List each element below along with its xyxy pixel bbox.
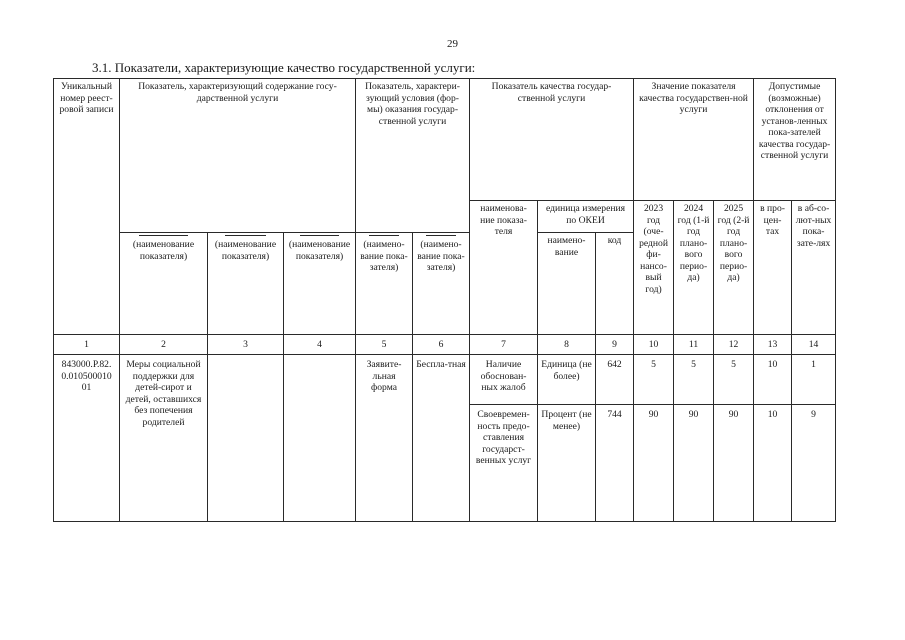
value-2024: 5 — [674, 355, 714, 405]
table-row — [54, 355, 836, 405]
column-number: 9 — [596, 335, 634, 355]
header-registry-number: Уникальный номер реест-ровой записи — [54, 79, 120, 335]
okei-unit-name: Единица (не более) — [538, 355, 596, 405]
header-year-2023: 2023 год (оче-редной фи-нансо-вый год) — [634, 201, 674, 335]
registry-number: 843000.Р.82. 0.010500010 01 — [54, 355, 120, 522]
header-quality-indicator: Показатель качества государ-ственной услуги — [470, 79, 634, 201]
header-okei-name: наимено-вание — [538, 233, 596, 335]
header-content-sub-1: (наименование показателя) — [120, 233, 208, 335]
column-number: 4 — [284, 335, 356, 355]
column-number: 8 — [538, 335, 596, 355]
value-2023: 5 — [634, 355, 674, 405]
value-2024: 90 — [674, 405, 714, 522]
deviation-percent: 10 — [754, 355, 792, 405]
value-2023: 90 — [634, 405, 674, 522]
page-number: 29 — [447, 38, 458, 50]
header-conditions-sub-1: (наимено-вание пока-зателя) — [356, 233, 413, 335]
section-title: 3.1. Показатели, характеризующие качество государственной услуги: — [92, 60, 476, 75]
column-number: 12 — [714, 335, 754, 355]
content-indicator-2 — [208, 355, 284, 522]
column-number: 1 — [54, 335, 120, 355]
okei-code: 744 — [596, 405, 634, 522]
column-number: 2 — [120, 335, 208, 355]
header-content-indicator: Показатель, характеризующий содержание госу-дарственной услуги — [120, 79, 356, 233]
header-quality-name: наименова-ние показа-теля — [470, 201, 538, 335]
deviation-absolute: 9 — [792, 405, 836, 522]
content-indicator-1: Меры социальной поддержки для детей-сирот и детей, оставшихся без попечения родителей — [120, 355, 208, 522]
column-number: 7 — [470, 335, 538, 355]
column-number: 14 — [792, 335, 836, 355]
header-year-2024: 2024 год (1-й год плано-вого перио-да) — [674, 201, 714, 335]
header-content-sub-2: (наименование показателя) — [208, 233, 284, 335]
column-numbers-row — [54, 335, 836, 355]
column-number: 10 — [634, 335, 674, 355]
quality-indicator-name: Наличие обоснован-ных жалоб — [470, 355, 538, 405]
column-number: 11 — [674, 335, 714, 355]
value-2025: 5 — [714, 355, 754, 405]
header-okei-code: код — [596, 233, 634, 335]
header-conditions-indicator: Показатель, характери-зующий условия (фор-мы) оказания государ-ственной услуги — [356, 79, 470, 233]
quality-indicator-name: Своевремен-ность предо-ставления государст-венных услуг — [470, 405, 538, 522]
deviation-absolute: 1 — [792, 355, 836, 405]
header-deviation-absolute: в аб-со-лют-ных пока-зате-лях — [792, 201, 836, 335]
header-conditions-sub-2: (наимено-вание пока-зателя) — [413, 233, 470, 335]
column-number: 3 — [208, 335, 284, 355]
condition-indicator-1: Заявите-льная форма — [356, 355, 413, 522]
column-number: 13 — [754, 335, 792, 355]
header-content-sub-3: (наименование показателя) — [284, 233, 356, 335]
condition-indicator-2: Беспла-тная — [413, 355, 470, 522]
column-number: 6 — [413, 335, 470, 355]
header-allowed-deviation: Допустимые (возможные) отклонения от установ-ленных пока-зателей качества государ-ственной услуги — [754, 79, 836, 201]
column-number: 5 — [356, 335, 413, 355]
header-deviation-percent: в про-цен-тах — [754, 201, 792, 335]
okei-unit-name: Процент (не менее) — [538, 405, 596, 522]
deviation-percent: 10 — [754, 405, 792, 522]
okei-code: 642 — [596, 355, 634, 405]
quality-indicators-table — [53, 78, 836, 522]
content-indicator-3 — [284, 355, 356, 522]
header-indicator-value: Значение показателя качества государствен-ной услуги — [634, 79, 754, 201]
header-okei-unit: единица измерения по ОКЕИ — [538, 201, 634, 233]
header-year-2025: 2025 год (2-й год плано-вого перио-да) — [714, 201, 754, 335]
value-2025: 90 — [714, 405, 754, 522]
